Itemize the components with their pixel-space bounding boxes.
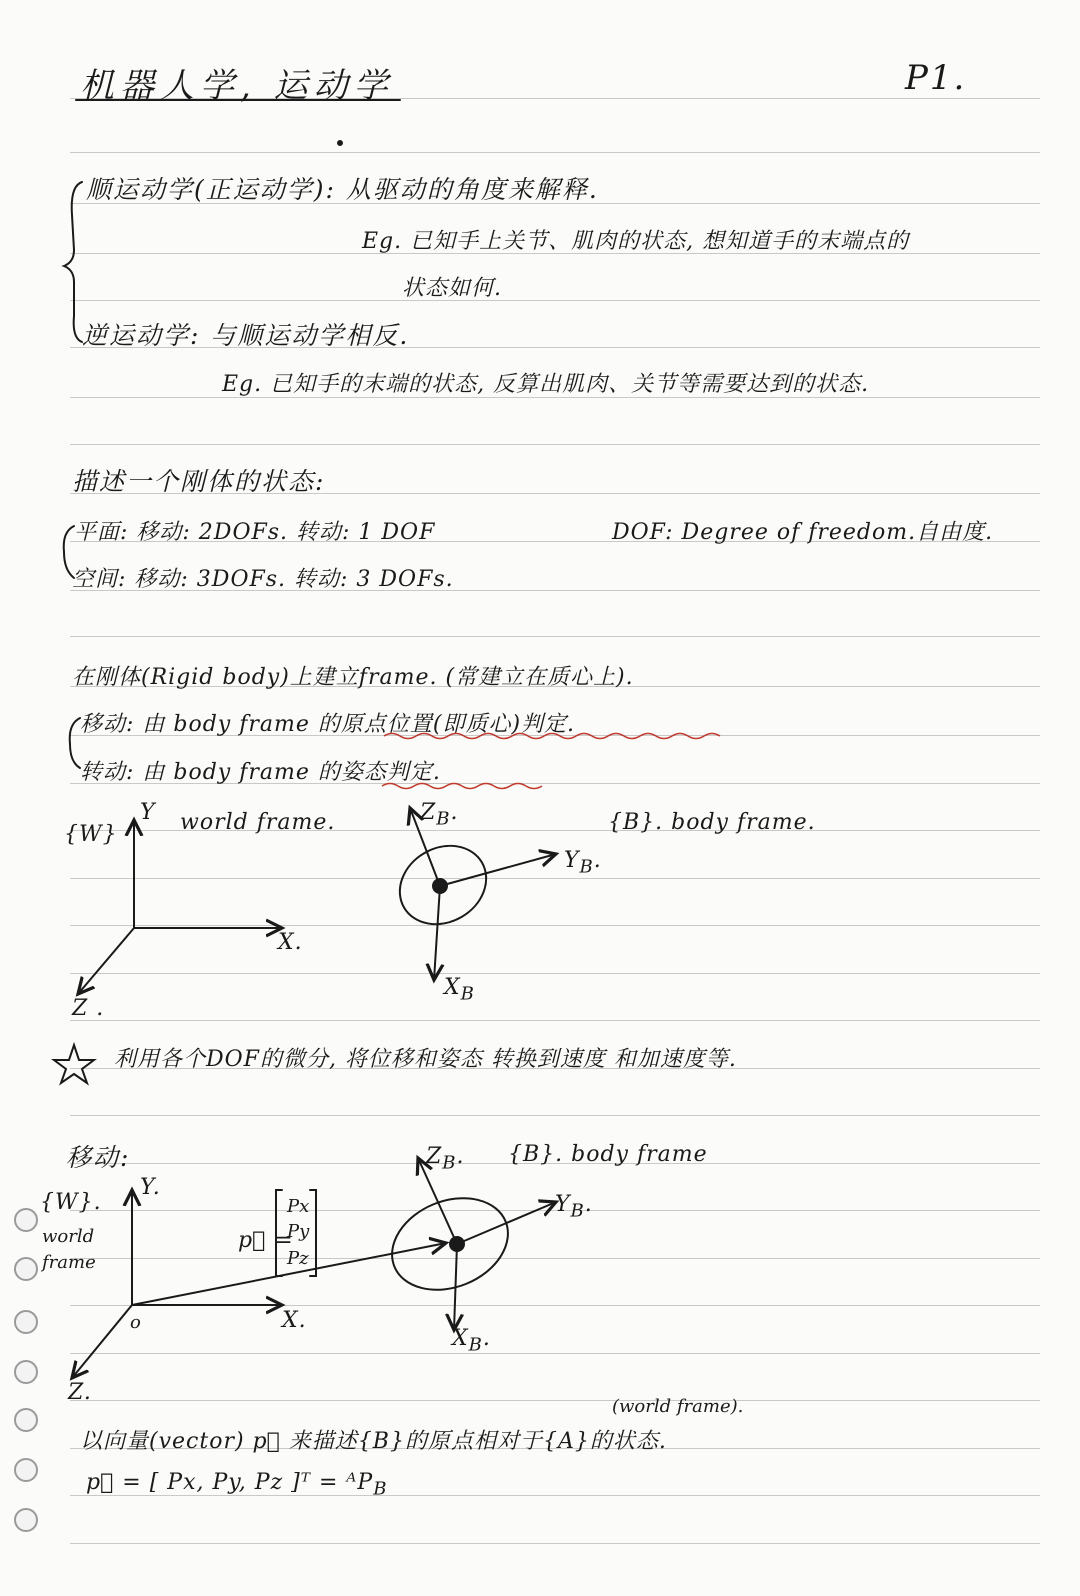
title-dot xyxy=(338,141,342,145)
vector-description: 以向量(vector) p⃗ 来描述{B}的原点相对于{A}的状态. xyxy=(80,1429,667,1454)
axis-yb-label: $Y_B$. xyxy=(564,848,602,878)
forward-example-line1: Eg. 已知手上关节、肌肉的状态, 想知道手的末端点的 xyxy=(362,229,910,254)
dof-definition: DOF: Degree of freedom.自由度. xyxy=(612,520,994,545)
world-frame-label-2: {W}. xyxy=(40,1190,102,1215)
star-note: 利用各个DOF的微分, 将位移和姿态 转换到速度 和加速度等. xyxy=(114,1047,737,1072)
axis-yb-label-2: $Y_B$. xyxy=(555,1192,593,1222)
body-x-axis xyxy=(434,886,440,980)
axis-zb-label-2: $Z_B$. xyxy=(426,1144,465,1174)
brace-frame xyxy=(70,718,80,768)
rotation-determination: 转动: 由 body frame 的姿态判定. xyxy=(80,760,441,785)
body-frame-label: {B}. body frame. xyxy=(608,810,816,835)
vector-equation: p⃗ = [ Px, Py, Pz ]ᵀ = ᴬP$_B$ xyxy=(86,1470,388,1500)
origin-label: o xyxy=(130,1312,141,1333)
axis-x-label: X. xyxy=(278,930,303,955)
axis-z-label: Z . xyxy=(72,996,105,1021)
brace-kinematics xyxy=(64,182,82,342)
vector-px: Px xyxy=(287,1196,310,1217)
axis-x-label-2: X. xyxy=(282,1308,307,1333)
world-frame-caption: world frame. xyxy=(180,810,336,835)
translation-heading: 移动: xyxy=(66,1143,131,1172)
world2-z-axis xyxy=(72,1305,132,1378)
axis-z-label-2: Z. xyxy=(68,1380,92,1405)
inverse-example: Eg. 已知手的末端的状态, 反算出肌肉、关节等需要达到的状态. xyxy=(222,372,870,397)
axis-y-label-2: Y. xyxy=(140,1175,161,1200)
page-title: 机器人学, 运动学 xyxy=(80,66,394,106)
forward-example-line2: 状态如何. xyxy=(402,276,502,301)
body-y-axis xyxy=(440,854,556,886)
vector-p-label: p⃗ = xyxy=(238,1228,294,1253)
rigid-body-state-heading: 描述一个刚体的状态: xyxy=(72,467,326,496)
axis-xb-label: $X_B$ xyxy=(444,975,475,1005)
frame-word: frame xyxy=(42,1252,96,1273)
star-icon xyxy=(54,1045,94,1083)
wavy-underline-attitude xyxy=(382,784,542,789)
axis-y-label: Y xyxy=(140,800,156,825)
axis-zb-label: $Z_B$. xyxy=(420,800,459,830)
world-frame-label: {W} xyxy=(64,822,118,847)
body-frame-label-2: {B}. body frame xyxy=(508,1142,708,1167)
vector-bracket-right xyxy=(310,1190,316,1276)
plane-dof-line: 平面: 移动: 2DOFs. 转动: 1 DOF xyxy=(74,520,436,545)
world-word: world xyxy=(42,1226,95,1247)
brace-dof xyxy=(64,526,74,578)
forward-kinematics-definition: 顺运动学(正运动学): 从驱动的角度来解释. xyxy=(86,175,599,204)
world-frame-note: (world frame). xyxy=(612,1396,744,1417)
page-number: P1. xyxy=(905,58,967,98)
vector-bracket-left xyxy=(276,1190,282,1276)
vector-py: Py xyxy=(287,1221,310,1242)
body2-z-axis xyxy=(418,1158,457,1244)
vector-pz: Pz xyxy=(287,1248,309,1269)
frame-on-rigid-body: 在刚体(Rigid body)上建立frame. (常建立在质心上). xyxy=(72,665,634,690)
translation-determination: 移动: 由 body frame 的原点位置(即质心)判定. xyxy=(80,712,576,737)
inverse-kinematics-definition: 逆运动学: 与顺运动学相反. xyxy=(82,321,410,350)
axis-xb-label-2: $X_B$. xyxy=(452,1326,491,1356)
world-z-axis xyxy=(78,928,134,994)
wavy-underline-origin xyxy=(384,734,720,739)
body2-y-axis xyxy=(457,1202,556,1244)
space-dof-line: 空间: 移动: 3DOFs. 转动: 3 DOFs. xyxy=(72,567,454,592)
